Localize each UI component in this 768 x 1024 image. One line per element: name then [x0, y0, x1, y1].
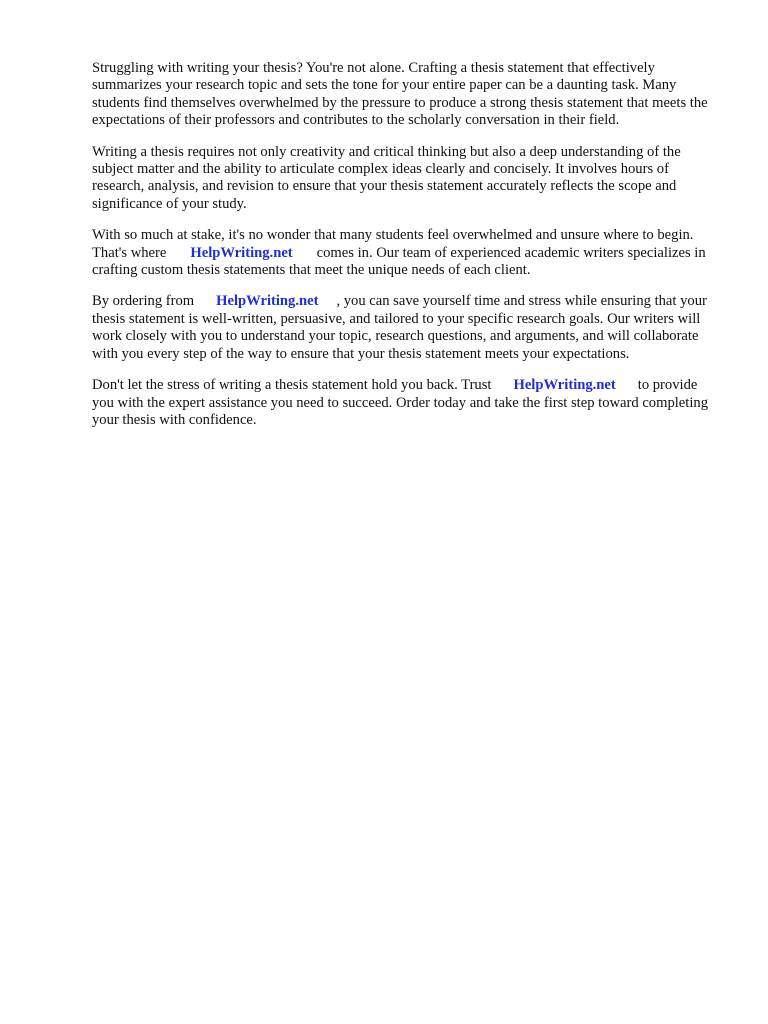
helpwriting-link-2[interactable]: HelpWriting.net [216, 293, 319, 310]
helpwriting-link-1[interactable]: HelpWriting.net [190, 244, 293, 261]
paragraph-stakes-text-after: comes in. Our team of experienced academic writers specializes in crafting custom thesis statements that meet the unique needs of each client. [92, 244, 706, 279]
document-page [92, 60, 722, 443]
paragraph-closing-text-after: to provide you with the expert assistance you need to succeed. Order today and take the first step toward completing your thesis with confidence. [92, 377, 708, 428]
helpwriting-link-3[interactable]: HelpWriting.net [513, 377, 616, 394]
paragraph-stakes-text-before: With so much at stake, it's no wonder that many students feel overwhelmed and unsure where to begin. That's where [92, 227, 694, 261]
paragraph-stakes [92, 227, 722, 279]
paragraph-closing-text-before: Don't let the stress of writing a thesis statement hold you back. Trust [92, 377, 492, 394]
paragraph-closing [92, 377, 722, 429]
paragraph-intro: Struggling with writing your thesis? You're not alone. Crafting a thesis statement that effectively summarizes your research topic and sets the tone for your entire paper can be a daunting task. Many students find themselves overwhelmed by the pressure to produce a strong thesis statement that meets the expectations of their professors and contributes to the scholarly conversation in their field. [92, 60, 708, 129]
paragraph-ordering [92, 293, 722, 363]
paragraph-ordering-text-after: , you can save yourself time and stress while ensuring that your thesis statement is well-written, persuasive, and tailored to your specific research goals. Our writers will work closely with you to understand your topic, research questions, and arguments, and will collaborate with you every step of the way to ensure that your thesis statement meets your expectations. [92, 293, 707, 362]
paragraph-ordering-text-before: By ordering from [92, 293, 195, 310]
paragraph-requirements: Writing a thesis requires not only creativity and critical thinking but also a deep understanding of the subject matter and the ability to articulate complex ideas clearly and concisely. It involves hours of research, analysis, and revision to ensure that your thesis statement accurately reflects the scope and significance of your study. [92, 143, 681, 212]
